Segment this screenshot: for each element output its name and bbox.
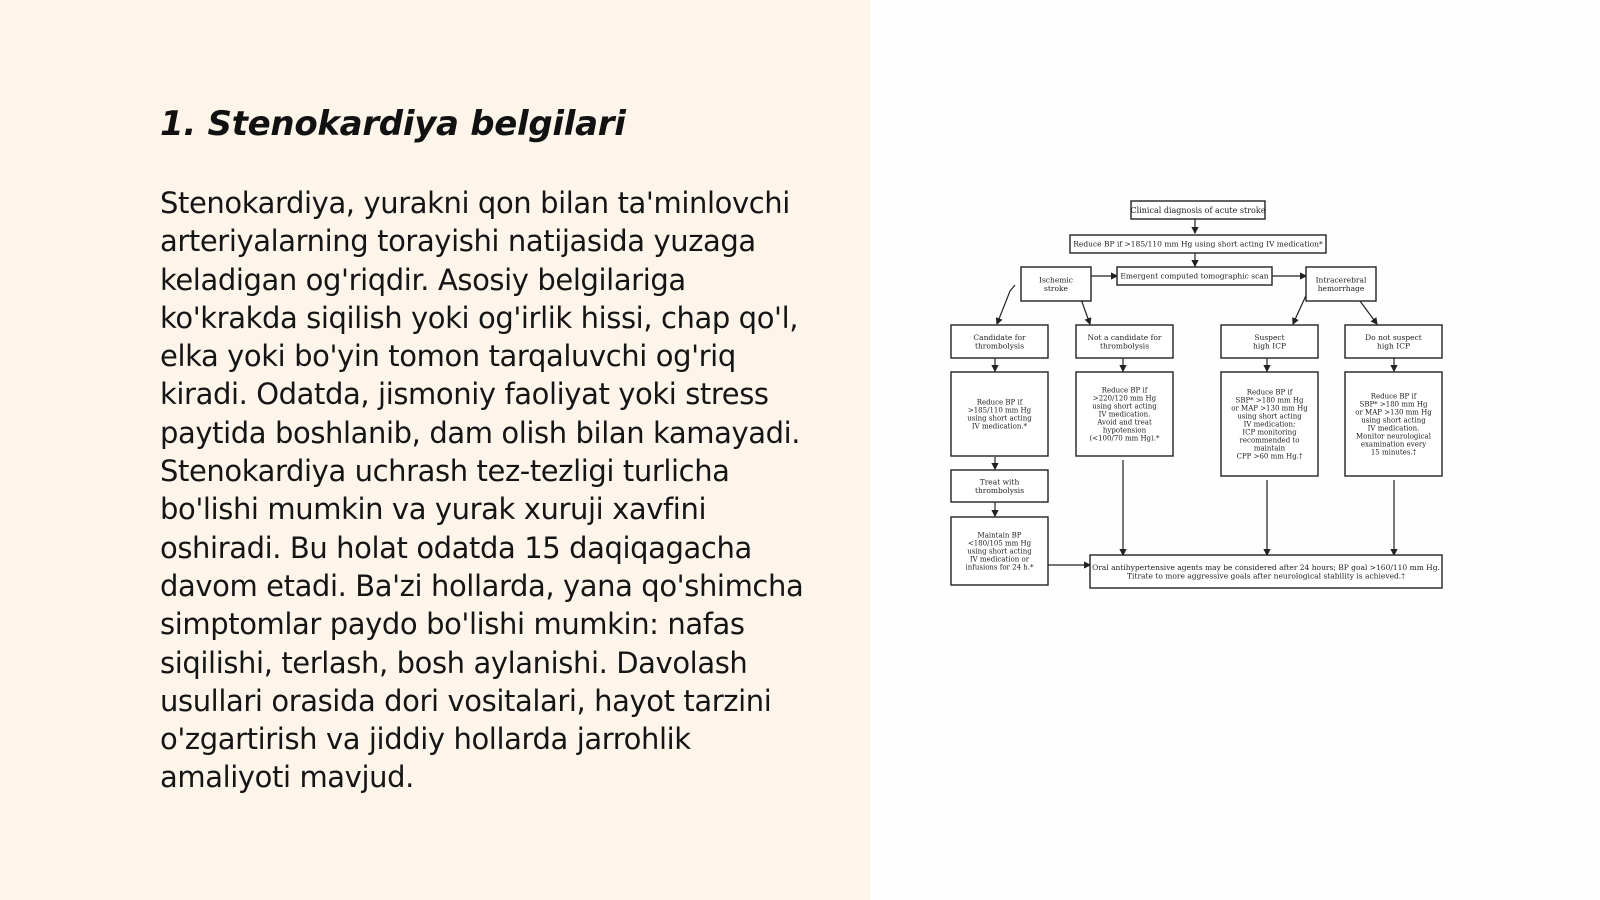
flow-box-not-candidate-bp [1076, 372, 1173, 456]
flow-box-candidate-bp-text: using short acting [967, 414, 1032, 423]
flow-box-suspect-bp-text: SBP* >180 mm Hg [1235, 396, 1304, 405]
flow-box-not-candidate-bp-text: using short acting [1092, 402, 1157, 411]
flow-box-suspect-bp-text: IV medication; [1243, 420, 1296, 429]
paragraph-line: Stenokardiya uchrash tez-tezligi turlicha [160, 454, 730, 489]
flow-box-hemorrhage-text: hemorrhage [1317, 283, 1365, 293]
flow-box-no-suspect-bp-text: SBP* >180 mm Hg [1359, 400, 1428, 409]
flow-box-ct-scan [1117, 267, 1272, 285]
stroke-bp-flowchart [945, 195, 1455, 595]
flow-box-reduce-bp-text: Reduce BP if >185/110 mm Hg using short acting IV medication* [1073, 239, 1323, 249]
paragraph-line: amaliyoti mavjud. [160, 760, 414, 795]
flow-box-not-candidate-bp-text: Avoid and treat [1097, 418, 1152, 427]
flow-box-diagnosis [1131, 201, 1266, 219]
flow-box-oral [1090, 555, 1442, 588]
flow-box-no-suspect-icp-text: Do not suspect [1365, 332, 1422, 342]
paragraph-line: oshiradi. Bu holat odatda 15 daqiqagacha [160, 530, 752, 565]
paragraph-line: usullari orasida dori vositalari, hayot tarzini [160, 683, 772, 718]
flow-box-no-suspect-bp [1345, 372, 1442, 476]
paragraph-line: o'zgartirish va jiddiy hollarda jarrohlik [160, 722, 691, 757]
paragraph-line: kiradi. Odatda, jismoniy faoliyat yoki stress [160, 377, 769, 412]
flow-box-maintain-text: <180/105 mm Hg [967, 539, 1032, 548]
flow-box-ischemic-text: Ischemic [1039, 275, 1073, 285]
flow-box-hemorrhage-text: Intracerebral [1315, 275, 1367, 285]
flow-box-suspect-bp-text: maintain [1253, 444, 1286, 453]
flow-box-candidate [951, 325, 1048, 358]
flow-box-treat [951, 470, 1048, 502]
flow-box-suspect-bp-text: or MAP >130 mm Hg [1231, 404, 1308, 413]
flow-box-suspect-bp [1221, 372, 1318, 476]
flow-box-no-suspect-bp-text: examination every [1360, 440, 1427, 449]
flow-box-maintain-text: infusions for 24 h.* [965, 563, 1034, 572]
flow-box-not-candidate-bp-text: Reduce BP if [1101, 386, 1148, 395]
flow-box-no-suspect-icp [1345, 325, 1442, 358]
paragraph-line: Stenokardiya, yurakni qon bilan ta'minlovchi [160, 186, 790, 220]
paragraph-line: paytida boshlanib, dam olish bilan kamayadi. [160, 415, 801, 450]
flow-box-suspect-bp-text: CPP >60 mm Hg.† [1236, 452, 1303, 461]
flow-box-candidate-bp-text: IV medication.* [971, 422, 1028, 431]
flow-box-ct-scan-text: Emergent computed tomographic scan [1120, 271, 1269, 281]
slide-title: 1. Stenokardiya belgilari [160, 104, 626, 144]
flow-box-diagnosis-text: Clinical diagnosis of acute stroke [1130, 205, 1266, 215]
flow-box-candidate-text: thrombolysis [974, 341, 1025, 351]
paragraph-line: simptomlar paydo bo'lishi mumkin: nafas [160, 607, 745, 642]
flow-box-suspect-icp-text: Suspect [1254, 332, 1285, 342]
flow-box-no-suspect-icp-text: high ICP [1377, 341, 1410, 351]
flow-box-not-candidate-bp-text: hypotension [1102, 426, 1147, 435]
flow-box-no-suspect-bp-text: 15 minutes.† [1370, 448, 1417, 457]
flow-box-suspect-bp-text: Reduce BP if [1246, 388, 1293, 397]
flow-box-maintain [951, 517, 1048, 585]
paragraph-line: davom etadi. Ba'zi hollarda, yana qo'shimcha [160, 568, 804, 603]
paragraph-line: elka yoki bo'yin tomon tarqaluvchi og'riq [160, 339, 736, 374]
flow-box-oral-text: Titrate to more aggressive goals after neurological stability is achieved.† [1127, 571, 1405, 581]
flow-box-no-suspect-bp-text: Reduce BP if [1370, 392, 1417, 401]
flow-box-maintain-text: Maintain BP [977, 531, 1022, 540]
flow-box-treat-text: Treat with [979, 477, 1020, 487]
flow-box-ischemic-text: stroke [1044, 283, 1068, 293]
flow-box-suspect-bp-text: using short acting [1237, 412, 1302, 421]
flow-box-no-suspect-bp-text: using short acting [1361, 416, 1426, 425]
slide-paragraph [160, 184, 850, 797]
flow-box-suspect-icp [1221, 325, 1318, 358]
paragraph-line: bo'lishi mumkin va yurak xuruji xavfini [160, 492, 707, 527]
paragraph-line: siqilishi, terlash, bosh aylanishi. Davolash [160, 645, 748, 680]
flow-box-no-suspect-bp-text: Monitor neurological [1356, 432, 1431, 441]
flow-box-suspect-bp-text: ICP monitoring [1242, 428, 1297, 437]
paragraph-line: keladigan og'riqdir. Asosiy belgilariga [160, 262, 686, 297]
flow-box-treat-text: thrombolysis [974, 485, 1025, 495]
paragraph-line: ko'krakda siqilish yoki og'irlik hissi, chap qo'l, [160, 300, 799, 335]
flow-box-not-candidate-bp-text: >220/120 mm Hg [1092, 394, 1157, 403]
flow-box-hemorrhage [1306, 267, 1376, 301]
flow-box-maintain-text: IV medication or [969, 555, 1030, 564]
flow-box-maintain-text: using short acting [967, 547, 1032, 556]
flow-box-candidate-bp-text: Reduce BP if [976, 398, 1023, 407]
flow-box-oral-text: Oral antihypertensive agents may be considered after 24 hours; BP goal >160/110 mm Hg. [1092, 562, 1440, 572]
flow-box-not-candidate [1076, 325, 1173, 358]
flow-box-not-candidate-text: thrombolysis [1099, 341, 1150, 351]
flow-box-candidate-text: Candidate for [973, 332, 1026, 342]
flow-box-not-candidate-bp-text: IV medication. [1098, 410, 1151, 419]
flow-box-no-suspect-bp-text: IV medication. [1367, 424, 1420, 433]
flow-box-ischemic [1021, 267, 1091, 301]
flow-box-reduce-bp [1070, 235, 1326, 253]
flow-box-no-suspect-bp-text: or MAP >130 mm Hg [1355, 408, 1432, 417]
paragraph-line: arteriyalarning torayishi natijasida yuzaga [160, 224, 756, 259]
flow-box-candidate-bp-text: >185/110 mm Hg [967, 406, 1032, 415]
flow-box-not-candidate-bp-text: (<100/70 mm Hg).* [1089, 434, 1160, 443]
flow-box-suspect-icp-text: high ICP [1253, 341, 1286, 351]
flow-box-suspect-bp-text: recommended to [1239, 436, 1300, 445]
flow-box-not-candidate-text: Not a candidate for [1087, 332, 1162, 342]
flow-connector [997, 285, 1015, 324]
flow-box-candidate-bp [951, 372, 1048, 456]
